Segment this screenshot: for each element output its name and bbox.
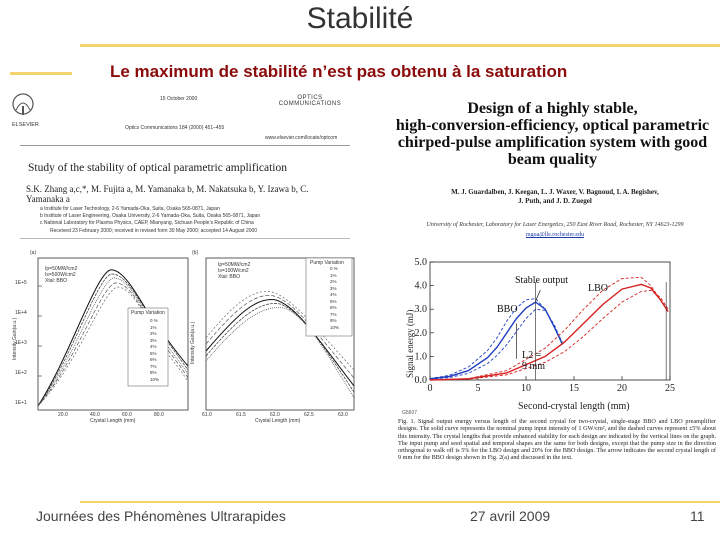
- footer-rule: [80, 501, 720, 503]
- plot-a-legend-item: 1%: [150, 324, 157, 330]
- plot-a-legend-item: 7%: [150, 363, 157, 369]
- paper2-email[interactable]: mgua@lle.rochester.edu: [525, 232, 585, 238]
- plot-b-xtick-1: 61.5: [236, 412, 246, 418]
- figure-id: G5607: [402, 410, 418, 416]
- plot-b-xtick-4: 63.0: [338, 412, 348, 418]
- lbo-label: LBO: [588, 283, 608, 294]
- plot-a-legend-title: Pump Variation: [131, 310, 165, 316]
- plot-b-legend-item: 6%: [330, 305, 337, 310]
- left-accent-rule: [10, 72, 72, 75]
- series-line: [430, 290, 668, 380]
- plot-b-legend-title: Pump Variation: [310, 260, 344, 266]
- paper1-title: Study of the stability of optical parametric amplification: [28, 162, 287, 174]
- received-dates: Received 23 February 2000; received in revised form 30 May 2000; accepted 14 August 2000: [50, 228, 258, 234]
- paper1-clip: [10, 92, 370, 504]
- plot-a-legend-item: 5%: [150, 350, 157, 356]
- paper2-title-line: high-conversion-efficiency, optical parametric: [395, 117, 710, 134]
- paper1-date: 15 October 2000: [160, 96, 198, 102]
- plot-b-legend-item: 10%: [330, 324, 340, 330]
- x-tick-label: 25: [665, 383, 675, 394]
- plot-a-ytick-4: 1E+1: [15, 400, 27, 406]
- plot-a-xtick-2: 60.0: [122, 412, 132, 418]
- y-tick-label: 3.0: [414, 304, 427, 316]
- plot-a: [10, 256, 190, 426]
- chart-ylabel: Signal energy (mJ): [405, 309, 415, 378]
- paper2-authors-line: J. Puth, and J. D. Zuegel: [518, 197, 592, 205]
- plot-b-param-0: Ip=50MW/cm2: [218, 262, 251, 268]
- figure-caption: Fig. 1. Signal output energy versus length of the second crystal for two-crystal, single-stage BBO and LBO preamplifier designs. The solid curve represents the nominal pump input intensity of 1 GW/cm², and the dashed curves represent ±5% about this intensity. The crystal lengths that provide enhanced stability for each design are indicated by the vertical lines on the graph. The input pump and seed spatial and temporal shapes are the same for both designs, except that the pump size in the direction orthogonal to walk off is 5% for the LBO design and 20% for the BBO design. The arrow indicates the second crystal length of 9 mm for the BBO design shown in Fig. 2(a) and discussed in the text.: [398, 418, 716, 462]
- elsevier-tree-icon: [10, 92, 36, 118]
- plot-b-legend: [330, 266, 339, 331]
- y-tick-label: 5.0: [414, 257, 427, 268]
- plot-a-ytick-2: 1E+3: [15, 340, 27, 346]
- plot-b-xtick-3: 62.5: [304, 412, 314, 418]
- plot-b-xlabel: Crystal Length (mm): [255, 418, 301, 424]
- x-tick-label: 20: [617, 383, 627, 394]
- plot-a-legend-item: 10%: [150, 376, 160, 382]
- plot-b-legend-item: 2%: [330, 279, 337, 284]
- affil-a: a Institute for Laser Technology, 2-6 Yamada-Oka, Suita, Osaka 565-0871, Japan: [40, 206, 220, 212]
- slide-title: Stabilité: [306, 2, 414, 35]
- plot-a-ytick-0: 1E+5: [15, 280, 27, 286]
- plot-a-legend-item: 6%: [150, 357, 157, 362]
- paper2-title-block: [385, 100, 720, 168]
- l2-label: L2 =: [522, 350, 542, 361]
- panel-b-label: (b): [192, 250, 199, 256]
- paper1-url: www.elsevier.com/locate/optcom: [265, 135, 338, 141]
- abstract-divider: [20, 238, 350, 239]
- journal-name: OPTICS COMMUNICATIONS: [278, 95, 342, 107]
- plot-b-legend-item: 1%: [330, 272, 337, 278]
- plot-b-legend-item: 4%: [330, 292, 337, 297]
- plot-b-xtick-0: 61.0: [202, 412, 212, 418]
- l2-value: 9 mm: [522, 361, 546, 372]
- plot-a-xtick-0: 20.0: [58, 412, 68, 418]
- plot-b-legend-item: 5%: [330, 298, 337, 304]
- bbo-label: BBO: [497, 304, 518, 315]
- affil-b: b Institute of Laser Engineering, Osaka University, 2-6 Yamada-Oka, Suita, Osaka 565-0871, Japan: [40, 213, 261, 219]
- plot-b-legend-item: 7%: [330, 311, 337, 317]
- paper1-citation: Optics Communications 184 (2000) 451–455: [125, 125, 225, 131]
- footer-event: Journées des Phénomènes Ultrarapides: [36, 508, 286, 524]
- paper1-authors: S.K. Zhang a,c,*, M. Fujita a, M. Yamanaka b, M. Nakatsuka b, Y. Izawa b, C. Yamanaka a: [26, 184, 309, 204]
- paper2-authors-line: M. J. Guardalben, J. Keegan, L. J. Waxer, V. Bagnoud, I. A. Begishev,: [451, 188, 659, 196]
- series-line: [430, 277, 668, 380]
- panel-a-label: (a): [30, 250, 37, 256]
- plot-b-legend-item: 8%: [330, 318, 337, 323]
- plot-a-legend: [150, 318, 159, 383]
- publisher-name: ELSEVIER: [12, 122, 39, 128]
- footer-date: 27 avril 2009: [470, 508, 551, 524]
- plot-b-legend-item: 3%: [330, 285, 337, 291]
- x-tick-label: 5: [475, 383, 481, 394]
- header-divider: [20, 145, 350, 146]
- plot-a-xlabel: Crystal Length (mm): [90, 418, 136, 424]
- paper2-title-line: Design of a highly stable,: [467, 100, 638, 117]
- plot-b-xtick-2: 62.0: [270, 412, 280, 418]
- plot-a-param-0: Ip=50MW/cm2: [45, 266, 78, 272]
- y-tick-label: 4.0: [414, 280, 427, 292]
- plot-a-legend-item: 8%: [150, 370, 157, 375]
- plot-b-param-1: Is=100W/cm2: [218, 268, 249, 274]
- stable-output-arrow: [536, 290, 541, 301]
- plot-a-param-2: Xtal: BBO: [45, 278, 67, 284]
- y-tick-label: 2.0: [414, 327, 427, 339]
- plot-a-xtick-1: 40.0: [90, 412, 100, 418]
- plot-a-legend-item: 0 %: [150, 318, 158, 323]
- y-tick-label: 0.0: [414, 375, 427, 386]
- plot-a-param-1: Is=500W/cm2: [45, 272, 76, 278]
- plot-b-legend-item: 0 %: [330, 266, 338, 271]
- plot-a-ytick-3: 1E+2: [15, 370, 27, 376]
- plot-a-xtick-3: 80.0: [154, 412, 164, 418]
- series-line: [430, 284, 668, 380]
- plot-b-param-2: Xtal: BBO: [218, 274, 240, 280]
- stable-output-label: Stable output: [515, 275, 569, 286]
- x-tick-label: 15: [569, 383, 579, 394]
- paper2-title-line: chirped-pulse amplification system with good: [397, 134, 708, 151]
- plot-a-legend-item: 3%: [150, 337, 157, 343]
- chart-series: [430, 277, 668, 380]
- plot-a-legend-item: 2%: [150, 331, 157, 336]
- title-rule: [80, 44, 720, 47]
- paper2-affiliation: University of Rochester, Laboratory for Laser Energetics, 250 East River Road, Rochester, NY 14623-1299: [426, 222, 684, 228]
- page-number: 11: [690, 508, 705, 524]
- y-tick-label: 1.0: [414, 351, 427, 363]
- x-tick-label: 0: [427, 383, 433, 394]
- plot-b-ylabel: Intensity Gain(a.u.): [190, 321, 196, 364]
- plot-a-ylabel: Intensity Gain(a.u.): [12, 317, 18, 360]
- chart-xlabel: Second-crystal length (mm): [518, 401, 630, 412]
- plot-a-ytick-1: 1E+4: [15, 310, 27, 316]
- x-tick-label: 10: [521, 383, 531, 394]
- affil-c: c National Laboratory for Plasma Physics, CAEP, Mianyang, Sichuan People’s Republic of China: [40, 220, 254, 226]
- plot-a-legend-item: 4%: [150, 344, 157, 349]
- paper2-title-line: beam quality: [507, 151, 598, 168]
- paper2-authors: [395, 188, 715, 206]
- slide-subtitle: Le maximum de stabilité n’est pas obtenu à la saturation: [110, 62, 568, 81]
